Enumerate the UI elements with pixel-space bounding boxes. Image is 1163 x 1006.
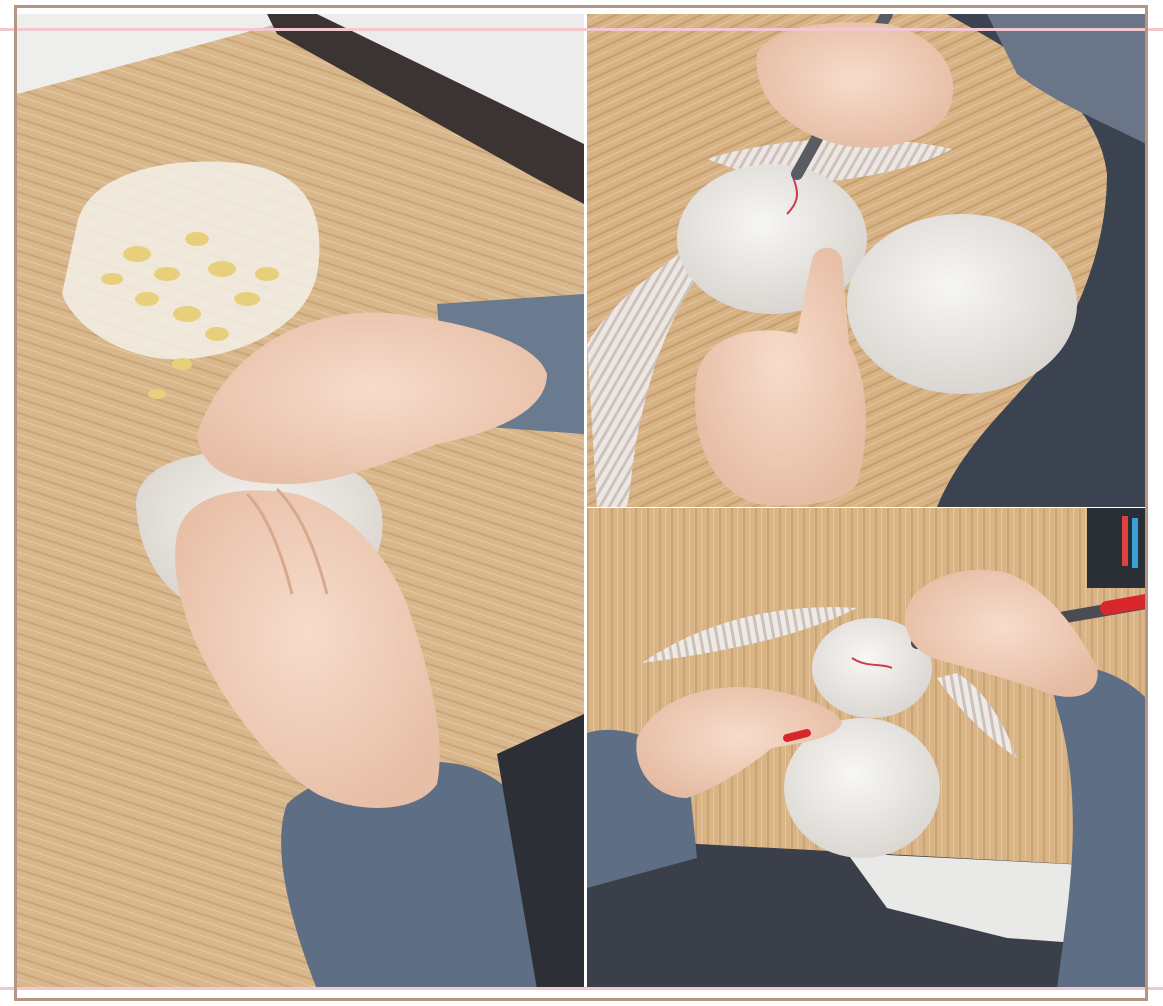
photo-drawing-face-on-bunny <box>587 14 1146 507</box>
bunny-body <box>847 214 1077 394</box>
panel-top-right-scene <box>587 14 1146 507</box>
panel-bottom-right-scene <box>587 508 1146 989</box>
photo-filling-bag-with-pasta <box>17 14 584 989</box>
decorative-rule-bottom <box>0 987 1163 990</box>
photo-finishing-bunny-details <box>587 508 1146 989</box>
decorative-rule-top <box>0 28 1163 31</box>
panel-left-scene <box>17 14 584 989</box>
